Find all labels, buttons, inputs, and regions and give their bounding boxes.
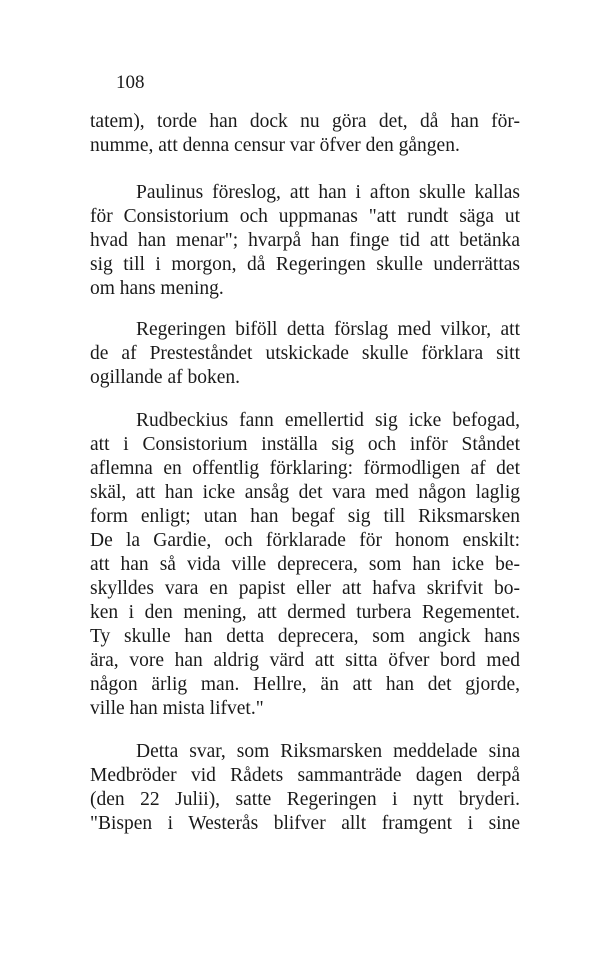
text-line: numme, att denna censur var öfver den gången.	[90, 135, 460, 156]
text-line: skäl, att han icke ansåg det vara med någon laglig	[90, 482, 520, 503]
text-line: ära, vore han aldrig värd att sitta öfver bord med	[90, 650, 520, 671]
text-line: Medbröder vid Rådets sammanträde dagen derpå	[90, 765, 520, 786]
text-line: Detta svar, som Riksmarsken meddelade sina	[136, 741, 520, 762]
text-line: (den 22 Julii), satte Regeringen i nytt bryderi.	[90, 789, 520, 810]
text-line: att han så vida ville deprecera, som han icke be-	[90, 554, 520, 575]
text-line: ogillande af boken.	[90, 367, 240, 388]
text-line: Ty skulle han detta deprecera, som angick hans	[90, 626, 520, 647]
text-line: sig till i morgon, då Regeringen skulle underrättas	[90, 254, 520, 275]
page-number: 108	[116, 72, 145, 93]
text-line: ken i den mening, att dermed turbera Regementet.	[90, 602, 520, 623]
text-line: tatem), torde han dock nu göra det, då han för-	[90, 111, 520, 132]
text-line: för Consistorium och uppmanas "att rundt säga ut	[90, 206, 520, 227]
text-line: skylldes vara en papist eller att hafva skrifvit bo-	[90, 578, 520, 599]
text-line: Rudbeckius fann emellertid sig icke befogad,	[136, 410, 520, 431]
text-line: Regeringen biföll detta förslag med vilkor, att	[136, 319, 520, 340]
text-line: de af Presteståndet utskickade skulle förklara sitt	[90, 343, 520, 364]
text-line: "Bispen i Westerås blifver allt framgent i sine	[90, 813, 520, 834]
text-line: aflemna en offentlig förklaring: förmodligen af det	[90, 458, 520, 479]
text-line: om hans mening.	[90, 278, 224, 299]
text-line: De la Gardie, och förklarade för honom enskilt:	[90, 530, 520, 551]
text-line: hvad han menar"; hvarpå han finge tid att betänka	[90, 230, 520, 251]
text-line: ville han mista lifvet."	[90, 698, 264, 719]
text-line: form enligt; utan han begaf sig till Riksmarsken	[90, 506, 520, 527]
text-line: att i Consistorium inställa sig och inför Ståndet	[90, 434, 520, 455]
text-line: någon ärlig man. Hellre, än att han det gjorde,	[90, 674, 520, 695]
text-line: Paulinus föreslog, att han i afton skulle kallas	[136, 182, 520, 203]
